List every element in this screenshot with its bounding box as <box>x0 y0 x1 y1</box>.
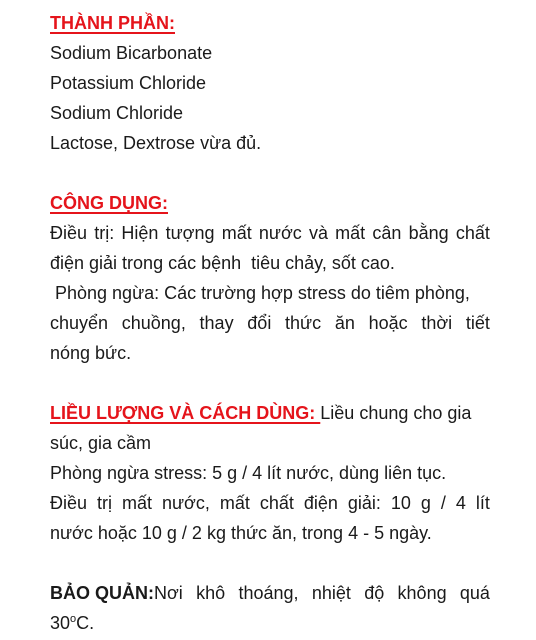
dosage-heading-line <box>50 398 490 428</box>
word: lít <box>475 493 490 513</box>
ingredient-item: Potassium Chloride <box>50 73 207 93</box>
dosage-prevention: Phòng ngừa stress: 5 g / 4 lít nước, dùng liên tục. <box>50 463 447 483</box>
ingredients-heading-colon: : <box>169 13 175 33</box>
word: Hiện <box>121 223 159 243</box>
storage-word: thoáng, <box>238 583 299 603</box>
ingredient-item: Sodium Chloride <box>50 103 184 123</box>
uses-prevention-line2 <box>50 308 490 338</box>
word: thời <box>421 313 453 333</box>
word: thức <box>285 313 322 333</box>
storage-word: không <box>397 583 447 603</box>
word: mất <box>335 223 366 243</box>
storage-temp-degree: o <box>70 613 77 625</box>
word: / <box>440 493 446 513</box>
storage-temp-value: 30 <box>50 613 71 633</box>
word: mất <box>219 493 250 513</box>
storage-heading: BẢO QUẢN: <box>50 583 154 603</box>
word: tượng <box>165 223 215 243</box>
dosage-heading: LIỀU LƯỢNG VÀ CÁCH DÙNG: <box>50 403 321 423</box>
word: tiết <box>465 313 490 333</box>
product-info-document <box>50 8 490 638</box>
storage-word: khô <box>196 583 226 603</box>
storage-temp-unit: C. <box>76 613 95 633</box>
word: mất <box>122 493 153 513</box>
word: 10 <box>390 493 411 513</box>
word: chất <box>259 493 294 513</box>
storage-temperature <box>50 608 490 638</box>
word: chuyển <box>50 313 109 333</box>
word: thay <box>199 313 234 333</box>
word: mất <box>221 223 252 243</box>
word: đổi <box>247 313 272 333</box>
word: trị <box>97 493 113 513</box>
uses-treatment-line2: điện giải trong các bệnh tiêu chảy, sốt cao. <box>50 253 395 273</box>
word: hoặc <box>368 313 408 333</box>
storage-line1 <box>50 578 490 608</box>
word: ăn <box>334 313 355 333</box>
word: 4 <box>455 493 466 513</box>
dosage-treatment-line2: nước hoặc 10 g / 2 kg thức ăn, trong 4 - 5 ngày. <box>50 523 432 543</box>
ingredient-item: Sodium Bicarbonate <box>50 43 213 63</box>
dosage-intro-line1: Liều chung cho gia <box>320 403 472 423</box>
word: nước <box>258 223 302 243</box>
word: bằng <box>408 223 449 243</box>
word: Điều <box>50 493 88 513</box>
word: Điều <box>50 223 88 243</box>
uses-prevention-line1: Phòng ngừa: Các trường hợp stress do tiêm phòng, <box>50 283 470 303</box>
word: g <box>420 493 431 513</box>
uses-heading-line <box>50 188 490 218</box>
word: nước, <box>162 493 210 513</box>
uses-heading: CÔNG DỤNG: <box>50 193 168 213</box>
word: giải: <box>347 493 381 513</box>
storage-first-word: Nơi <box>154 583 183 603</box>
uses-prevention-line3: nóng bức. <box>50 343 132 363</box>
storage-word: quá <box>459 583 490 603</box>
word: và <box>308 223 328 243</box>
ingredient-item: Lactose, Dextrose vừa đủ. <box>50 133 262 153</box>
word: chất <box>455 223 490 243</box>
word: cân <box>372 223 402 243</box>
section-spacer <box>50 548 490 578</box>
storage-word: độ <box>364 583 385 603</box>
uses-treatment-line1 <box>50 218 490 248</box>
dosage-treatment-line1 <box>50 488 490 518</box>
section-spacer <box>50 158 490 188</box>
dosage-intro-line2: súc, gia cầm <box>50 433 152 453</box>
ingredients-heading: THÀNH PHẦN <box>50 13 169 33</box>
storage-word: nhiệt <box>311 583 351 603</box>
word: điện <box>303 493 338 513</box>
section-spacer <box>50 368 490 398</box>
word: trị: <box>94 223 115 243</box>
ingredients-heading-line <box>50 8 490 38</box>
word: chuồng, <box>121 313 186 333</box>
storage-heading-with-first-word <box>50 578 183 608</box>
